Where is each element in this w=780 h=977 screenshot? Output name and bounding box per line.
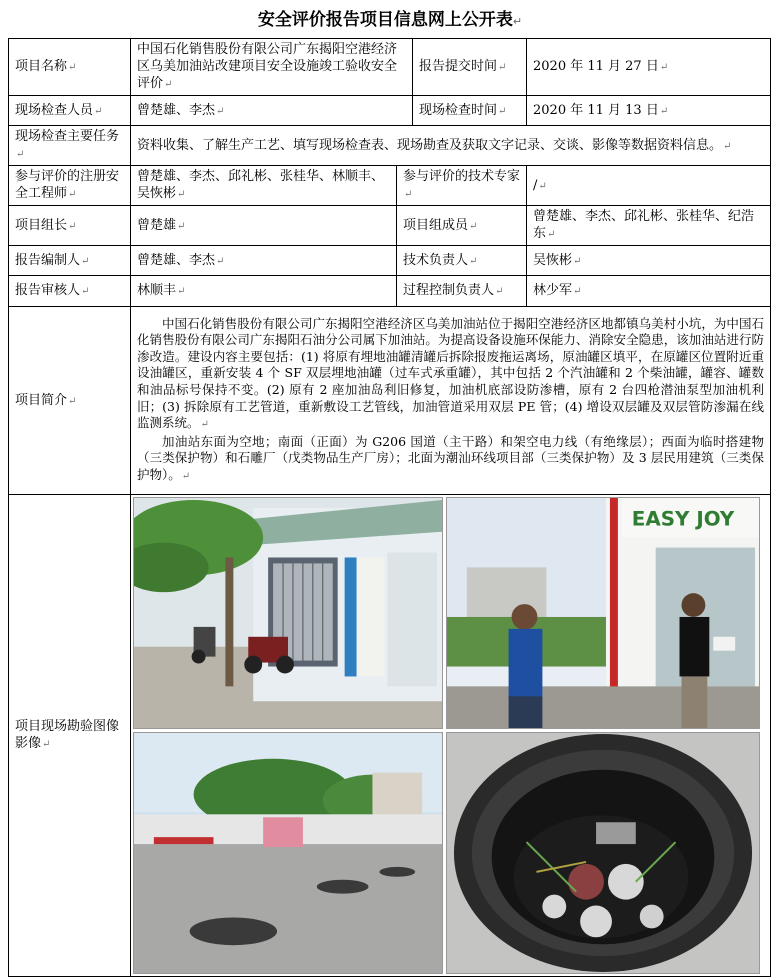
info-table bbox=[8, 38, 771, 977]
photo-grid bbox=[133, 497, 768, 974]
value-leader: 曾楚雄 ↵ bbox=[131, 206, 397, 246]
photo-tank-manhole bbox=[446, 732, 760, 974]
label-compiler: 报告编制人 ↵ bbox=[9, 246, 131, 276]
label-members: 项目组成员 ↵ bbox=[397, 206, 527, 246]
label-engineers: 参与评价的注册安全工程师 ↵ bbox=[9, 166, 131, 206]
photo-grid-cell bbox=[131, 495, 771, 977]
label-leader: 项目组长 ↵ bbox=[9, 206, 131, 246]
row-engineers bbox=[9, 166, 771, 206]
value-project-name: 中国石化销售股份有限公司广东揭阳空港经济区乌美加油站改建项目安全设施竣工验收安全评价 ↵ bbox=[131, 39, 413, 96]
label-inspectors: 现场检查人员 ↵ bbox=[9, 96, 131, 126]
value-experts: / ↵ bbox=[527, 166, 771, 206]
label-photos: 项目现场勘验图像影像 ↵ bbox=[9, 495, 131, 977]
value-inspection-time: 2020 年 11 月 13 日 ↵ bbox=[527, 96, 771, 126]
value-tech-lead: 吴恢彬 ↵ bbox=[527, 246, 771, 276]
value-submit-time: 2020 年 11 月 27 日 ↵ bbox=[527, 39, 771, 96]
value-compiler: 曾楚雄、李杰 ↵ bbox=[131, 246, 397, 276]
value-tasks: 资料收集、了解生产工艺、填写现场检查表、现场勘查及获取文字记录、交谈、影像等数据资料信息。 ↵ bbox=[131, 126, 771, 166]
intro-paragraph-2: 加油站东面为空地；南面（正面）为 G206 国道（主干路）和架空电力线（有绝缘层）；西面为临时搭建物（三类保护物）和石雕厂（戊类物品生产厂房）；北面为潮汕环线项目部（三类保护物）及 3 层民用建筑（三类保护物）。 ↵ bbox=[137, 434, 764, 486]
value-inspectors: 曾楚雄、李杰 ↵ bbox=[131, 96, 413, 126]
value-reviewer: 林顺丰 ↵ bbox=[131, 276, 397, 307]
photo-tank-area bbox=[133, 732, 443, 974]
label-tech-lead: 技术负责人 ↵ bbox=[397, 246, 527, 276]
row-inspectors bbox=[9, 96, 771, 126]
label-submit-time: 报告提交时间 ↵ bbox=[413, 39, 527, 96]
value-engineers: 曾楚雄、李杰、邱礼彬、张桂华、林顺丰、吴恢彬 ↵ bbox=[131, 166, 397, 206]
page-title: 安全评价报告项目信息网上公开表↵ bbox=[257, 10, 523, 30]
label-experts: 参与评价的技术专家 ↵ bbox=[397, 166, 527, 206]
intro-text bbox=[131, 307, 771, 495]
row-leader bbox=[9, 206, 771, 246]
row-photos bbox=[9, 495, 771, 977]
value-process-lead: 林少军 ↵ bbox=[527, 276, 771, 307]
label-process-lead: 过程控制负责人 ↵ bbox=[397, 276, 527, 307]
label-project-name: 项目名称 ↵ bbox=[9, 39, 131, 96]
intro-paragraph-1: 中国石化销售股份有限公司广东揭阳空港经济区乌美加油站位于揭阳空港经济区地都镇乌美村小坑，为中国石化销售股份有限公司广东揭阳石油分公司属下加油站。为提高设备设施环保能力、消除安全隐患，该加油站进行防渗改造。建设内容主要包括：(1) 将原有埋地油罐清罐后拆除报废拖运离场，原油罐区填平，在原罐区位置附近重设油罐区，重新安装 4 个 SF 双层埋地油罐（过车式承重罐），其中包括 2 个汽油罐和 2 个柴油罐，罐容、罐数和油品标号保持不变。(2) 原有 2 座加油岛利旧修复，加油机底部设防渗槽，原有 2 台四枪潜油泵型加油机利旧；(3) 拆除原有工艺管道，重新敷设工艺管线，加油管道采用双层 PE 管；(4) 增设双层罐及双层管防渗漏在线监测系统。 ↵ bbox=[137, 316, 764, 434]
label-inspection-time: 现场检查时间 ↵ bbox=[413, 96, 527, 126]
row-compiler bbox=[9, 246, 771, 276]
row-reviewer bbox=[9, 276, 771, 307]
label-reviewer: 报告审核人 ↵ bbox=[9, 276, 131, 307]
row-tasks bbox=[9, 126, 771, 166]
easy-joy-sign: EASY JOY bbox=[631, 507, 735, 531]
label-tasks: 现场检查主要任务 ↵ bbox=[9, 126, 131, 166]
label-intro: 项目简介 ↵ bbox=[9, 307, 131, 495]
photo-building-tree bbox=[133, 497, 443, 729]
row-project-name bbox=[9, 39, 771, 96]
value-members: 曾楚雄、李杰、邱礼彬、张桂华、纪浩东 ↵ bbox=[527, 206, 771, 246]
row-intro bbox=[9, 307, 771, 495]
photo-station-storefront bbox=[446, 497, 760, 729]
